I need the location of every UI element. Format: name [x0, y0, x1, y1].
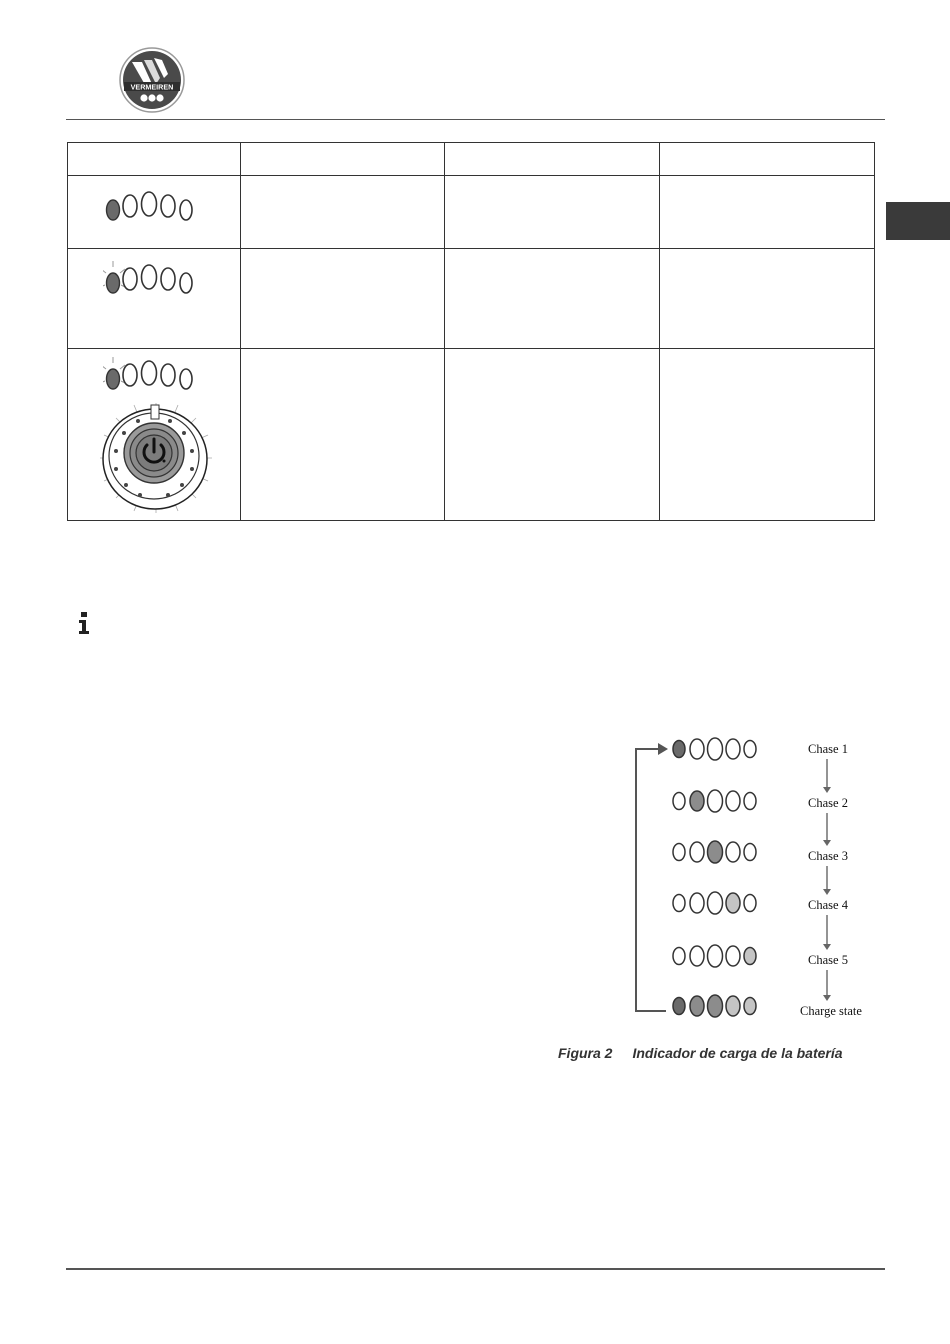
table-cell [660, 249, 875, 349]
led-off [690, 946, 704, 966]
led-mid [690, 791, 704, 811]
header-cell [241, 143, 445, 176]
chase-arrow-head [823, 995, 831, 1001]
led-row [673, 790, 756, 812]
led-off [690, 842, 704, 862]
led-off [708, 892, 723, 914]
led-off [690, 739, 704, 759]
table-cell [660, 176, 875, 249]
indicator-cell [68, 176, 241, 249]
led-dark [673, 998, 685, 1015]
loop-arrow-head [658, 743, 668, 755]
table-cell [445, 176, 660, 249]
indicator-cell [68, 349, 241, 521]
led-light [744, 948, 756, 965]
led-row [673, 995, 756, 1017]
led-light [726, 893, 740, 913]
led-off [690, 893, 704, 913]
table-cell [445, 349, 660, 521]
led-light [744, 998, 756, 1015]
led-off [744, 741, 756, 758]
vermeiren-logo [118, 46, 186, 114]
chase-label: Chase 4 [808, 898, 848, 912]
led-off [726, 791, 740, 811]
table-cell [241, 176, 445, 249]
footer-rule [66, 1268, 885, 1270]
header-rule [66, 119, 885, 120]
led-row [673, 841, 756, 863]
led-indicator-flashing-icon [103, 259, 203, 299]
chase-label: Chase 1 [808, 742, 848, 756]
led-off [673, 895, 685, 912]
header-cell [445, 143, 660, 176]
info-icon [78, 612, 90, 634]
led-row [673, 892, 756, 914]
led-indicator-flashing-icon [103, 355, 203, 395]
table-header-row [68, 143, 875, 176]
led-off [673, 844, 685, 861]
led-row [673, 738, 756, 760]
chase-label: Charge state [800, 1004, 862, 1018]
power-button-icon [98, 401, 214, 515]
led-off [744, 844, 756, 861]
led-off [726, 946, 740, 966]
chase-arrow-head [823, 944, 831, 950]
led-off [708, 945, 723, 967]
charge-indicator-diagram [622, 734, 884, 1030]
table-cell [241, 249, 445, 349]
chase-arrow-head [823, 840, 831, 846]
language-tab-marker [886, 202, 950, 240]
led-off [708, 738, 723, 760]
header-cell [660, 143, 875, 176]
led-off [673, 793, 685, 810]
led-mid [708, 841, 723, 863]
led-indicator-steady-icon [103, 190, 203, 226]
figure-caption [558, 1045, 843, 1061]
led-light [726, 996, 740, 1016]
header-cell [68, 143, 241, 176]
table-cell [660, 349, 875, 521]
led-off [726, 739, 740, 759]
figure-title: Indicador de carga de la batería [632, 1045, 843, 1061]
chase-arrow-head [823, 787, 831, 793]
figure-number: Figura 2 [558, 1045, 613, 1061]
table-row [68, 249, 875, 349]
led-off [708, 790, 723, 812]
logo-text: VERMEIREN [130, 82, 174, 92]
table-row [68, 176, 875, 249]
loop-back-arrow-line [636, 749, 666, 1011]
table-row [68, 349, 875, 521]
indicator-cell [68, 249, 241, 349]
table-cell [241, 349, 445, 521]
table-cell [445, 249, 660, 349]
led-row [673, 945, 756, 967]
led-off [726, 842, 740, 862]
led-mid [690, 996, 704, 1016]
led-mid [708, 995, 723, 1017]
chase-arrow-head [823, 889, 831, 895]
led-off [673, 948, 685, 965]
chase-label: Chase 3 [808, 849, 848, 863]
chase-label: Chase 5 [808, 953, 848, 967]
led-off [744, 793, 756, 810]
led-off [744, 895, 756, 912]
chase-label: Chase 2 [808, 796, 848, 810]
led-status-table [67, 142, 875, 521]
led-dark [673, 741, 685, 758]
